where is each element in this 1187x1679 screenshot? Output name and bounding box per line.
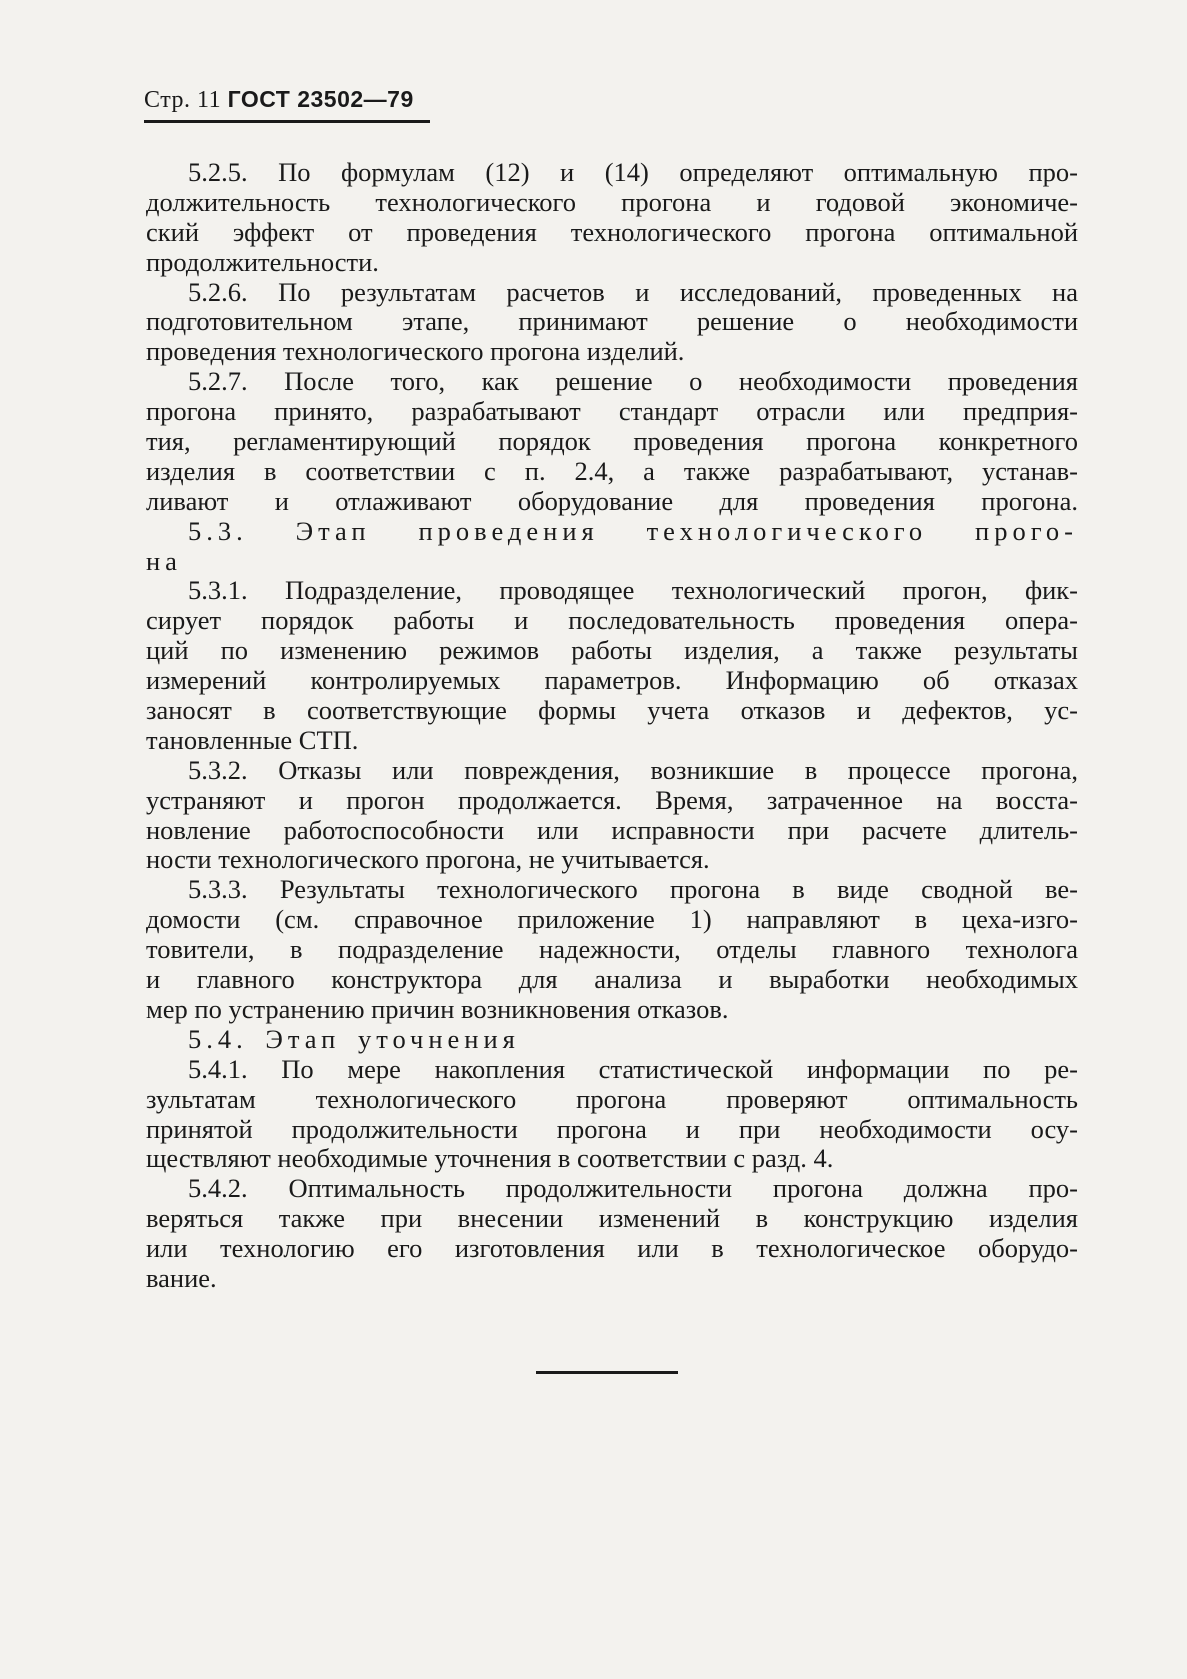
text-line: ности технологического прогона, не учитывается.: [146, 844, 710, 875]
text-line: прогона принято, разрабатывают стандарт отрасли или предприя-: [146, 396, 1078, 427]
text-line: продолжительности.: [146, 246, 379, 277]
page-number: Стр. 11: [144, 87, 222, 113]
text-line: 5.2.7. После того, как решение о необходимости проведения: [188, 366, 1078, 397]
text-line: ский эффект от проведения технологического прогона оптимальной: [146, 216, 1078, 247]
text-line: сирует порядок работы и последовательность проведения опера-: [146, 605, 1078, 636]
text-line: домости (см. справочное приложение 1) направляют в цеха-изго-: [146, 904, 1078, 935]
text-line: принятой продолжительности прогона и при необходимости осу-: [146, 1113, 1078, 1144]
text-line: устраняют и прогон продолжается. Время, затраченное на восста-: [146, 784, 1078, 815]
end-rule: [536, 1371, 678, 1374]
text-line: товители, в подразделение надежности, отделы главного технолога: [146, 934, 1078, 965]
section-heading-line: на: [146, 545, 182, 576]
text-line: ществляют необходимые уточнения в соответствии с разд. 4.: [146, 1143, 834, 1174]
text-line: 5.4.2. Оптимальность продолжительности прогона должна про-: [188, 1173, 1078, 1204]
text-line: 5.3.2. Отказы или повреждения, возникшие в процессе прогона,: [188, 754, 1078, 785]
text-line: измерений контролируемых параметров. Информацию об отказах: [146, 665, 1078, 696]
text-line: 5.2.6. По результатам расчетов и исследований, проведенных на: [188, 276, 1078, 307]
page-header: [144, 86, 414, 114]
text-line: вание.: [146, 1262, 217, 1293]
text-line: проведения технологического прогона изделий.: [146, 336, 685, 367]
standard-code: ГОСТ 23502—79: [227, 86, 414, 112]
text-line: изделия в соответствии с п. 2.4, а также разрабатывают, устанав-: [146, 455, 1078, 486]
text-line: подготовительном этапе, принимают решение о необходимости: [146, 306, 1078, 337]
section-heading-line: 5.3. Этап проведения технологического прого-: [188, 515, 1078, 546]
text-line: 5.3.3. Результаты технологического прогона в виде сводной ве-: [188, 874, 1078, 905]
text-line: веряться также при внесении изменений в конструкцию изделия: [146, 1203, 1078, 1234]
text-line: должительность технологического прогона и годовой экономиче-: [146, 186, 1078, 217]
text-line: заносят в соответствующие формы учета отказов и дефектов, ус-: [146, 695, 1078, 726]
text-line: 5.3.1. Подразделение, проводящее технологический прогон, фик-: [188, 575, 1078, 606]
text-line: мер по устранению причин возникновения отказов.: [146, 993, 729, 1024]
body-text: [146, 158, 1078, 1294]
text-line: зультатам технологического прогона проверяют оптимальность: [146, 1083, 1078, 1114]
text-line: ций по изменению режимов работы изделия, а также результаты: [146, 635, 1078, 666]
section-heading-line: 5.4. Этап уточнения: [188, 1023, 520, 1054]
text-line: ливают и отлаживают оборудование для проведения прогона.: [146, 485, 1078, 516]
text-line: тановленные СТП.: [146, 724, 359, 755]
text-line: новление работоспособности или исправности при расчете длитель-: [146, 814, 1078, 845]
text-line: 5.4.1. По мере накопления статистической информации по ре-: [188, 1053, 1078, 1084]
header-rule: [144, 120, 430, 123]
text-line: или технологию его изготовления или в технологическое оборудо-: [146, 1233, 1078, 1264]
text-line: 5.2.5. По формулам (12) и (14) определяют оптимальную про-: [188, 157, 1078, 187]
text-line: тия, регламентирующий порядок проведения прогона конкретного: [146, 426, 1078, 457]
text-line: и главного конструктора для анализа и выработки необходимых: [146, 964, 1078, 995]
